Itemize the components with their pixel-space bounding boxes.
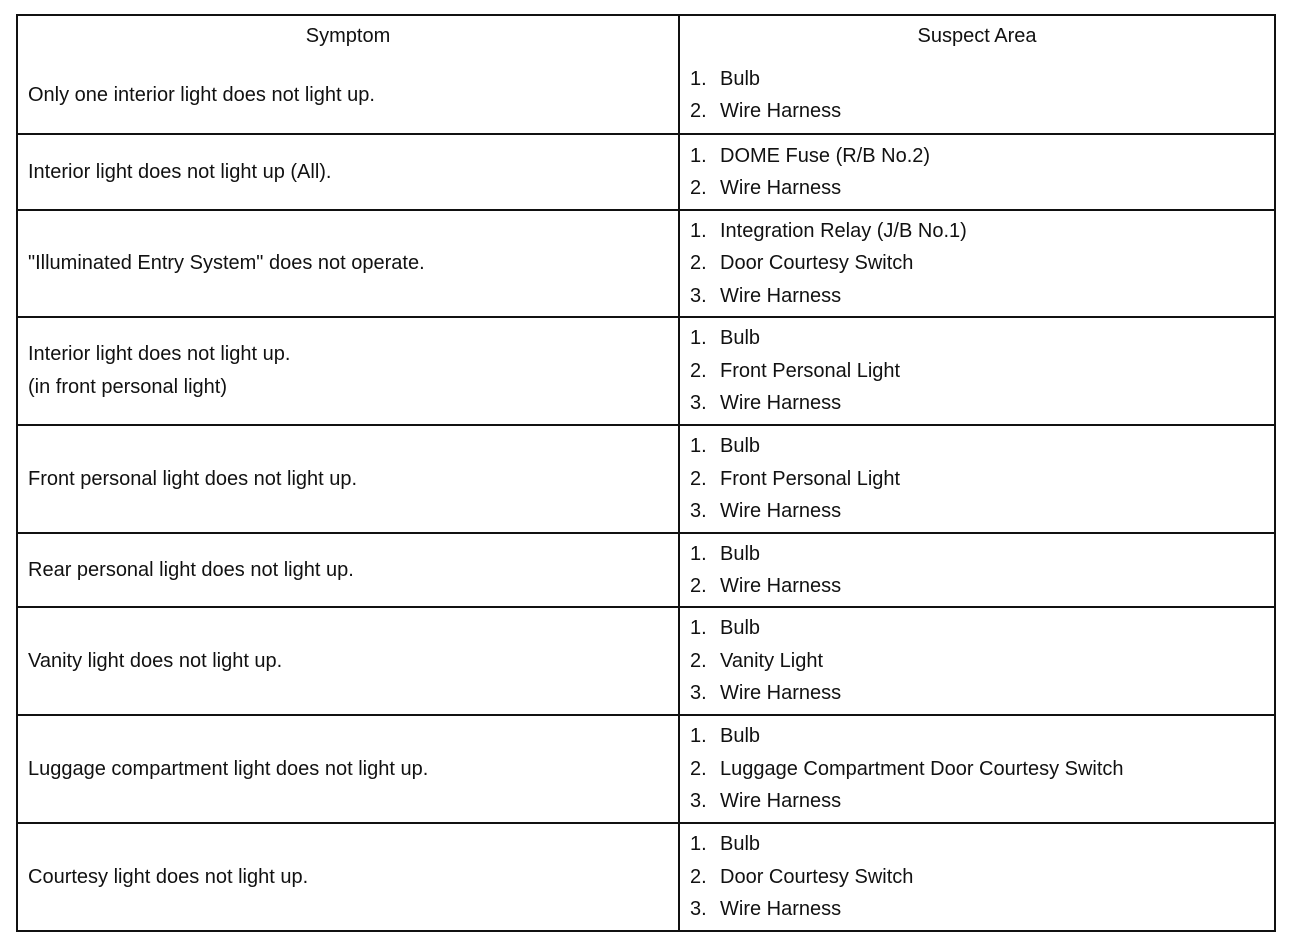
suspect-area-list (690, 612, 841, 710)
suspect-area-item (690, 677, 841, 710)
suspect-item-number: 1. (690, 219, 707, 242)
table-header-row (18, 16, 1274, 57)
symptom-cell (18, 135, 680, 209)
suspect-area-item (690, 828, 913, 861)
suspect-item-text: Vanity Light (720, 649, 824, 672)
suspect-item-text: Wire Harness (720, 790, 842, 813)
suspect-item-number: 3. (690, 790, 707, 813)
suspect-area-item (690, 463, 900, 496)
symptom-text: Interior light does not light up (All). (28, 160, 332, 183)
suspect-item-text: Wire Harness (720, 898, 842, 921)
suspect-area-cell (680, 211, 1274, 316)
table-row (18, 316, 1274, 424)
suspect-area-list (690, 322, 900, 420)
suspect-item-number: 2. (690, 467, 707, 490)
suspect-area-item (690, 140, 930, 173)
suspect-item-number: 1. (690, 542, 707, 565)
suspect-area-item (690, 612, 841, 645)
suspect-item-number: 2. (690, 757, 707, 780)
suspect-item-text: Door Courtesy Switch (720, 865, 914, 888)
suspect-area-item (690, 645, 841, 678)
suspect-area-cell (680, 57, 1274, 133)
suspect-item-text: Bulb (720, 327, 761, 350)
suspect-area-cell (680, 824, 1274, 930)
suspect-area-cell (680, 716, 1274, 822)
suspect-area-item (690, 785, 1124, 818)
suspect-item-number: 1. (690, 327, 707, 350)
suspect-item-text: Bulb (720, 725, 761, 748)
suspect-item-text: Wire Harness (720, 284, 842, 307)
table-row (18, 606, 1274, 714)
suspect-item-number: 2. (690, 865, 707, 888)
troubleshooting-table (16, 14, 1276, 932)
suspect-item-number: 3. (690, 284, 707, 307)
suspect-area-cell (680, 426, 1274, 532)
suspect-item-number: 3. (690, 898, 707, 921)
suspect-item-text: Bulb (720, 542, 761, 565)
suspect-item-number: 2. (690, 177, 707, 199)
suspect-item-number: 1. (690, 617, 707, 640)
symptom-text: Courtesy light does not light up. (28, 865, 309, 888)
table-row (18, 714, 1274, 822)
suspect-item-number: 2. (690, 359, 707, 382)
symptom-cell (18, 608, 680, 714)
suspect-item-number: 1. (690, 435, 707, 458)
symptom-cell (18, 824, 680, 930)
suspect-item-text: Wire Harness (720, 100, 842, 122)
suspect-item-text: Wire Harness (720, 500, 842, 523)
suspect-item-number: 1. (690, 833, 707, 856)
suspect-area-item (690, 172, 930, 205)
suspect-item-text: Door Courtesy Switch (720, 252, 914, 275)
suspect-item-text: Wire Harness (720, 177, 842, 199)
suspect-area-item (690, 538, 841, 571)
suspect-area-list (690, 140, 930, 205)
suspect-item-number: 1. (690, 144, 707, 167)
suspect-area-list (690, 215, 967, 313)
symptom-text: Luggage compartment light does not light up. (28, 757, 429, 780)
suspect-area-item (690, 355, 900, 388)
suspect-item-number: 1. (690, 67, 707, 90)
table-row (18, 424, 1274, 532)
suspect-item-number: 3. (690, 500, 707, 523)
suspect-item-text: Front Personal Light (720, 359, 901, 382)
suspect-item-text: Bulb (720, 617, 761, 640)
symptom-text: Vanity light does not light up. (28, 649, 283, 672)
suspect-area-cell (680, 608, 1274, 714)
symptom-cell (18, 534, 680, 606)
suspect-item-text: Integration Relay (J/B No.1) (720, 219, 967, 242)
symptom-text: Only one interior light does not light up. (28, 83, 375, 106)
table-row (18, 209, 1274, 316)
suspect-area-item (690, 387, 900, 420)
suspect-area-item (690, 570, 841, 603)
suspect-area-item (690, 861, 913, 894)
suspect-item-number: 2. (690, 100, 707, 122)
symptom-text: "Illuminated Entry System" does not operate. (28, 252, 425, 274)
suspect-area-list (690, 63, 841, 128)
table-row (18, 822, 1274, 930)
suspect-item-number: 3. (690, 392, 707, 415)
suspect-area-item (690, 893, 913, 926)
suspect-item-text: Wire Harness (720, 682, 842, 705)
suspect-area-item (690, 247, 967, 280)
suspect-item-text: Bulb (720, 67, 761, 90)
suspect-item-number: 2. (690, 649, 707, 672)
suspect-item-text: DOME Fuse (R/B No.2) (720, 144, 931, 167)
suspect-item-text: Luggage Compartment Door Courtesy Switch (720, 757, 1124, 780)
symptom-cell (18, 318, 680, 424)
table-row (18, 57, 1274, 133)
table-body (18, 57, 1274, 930)
symptom-column-header: Symptom (18, 16, 680, 57)
symptom-cell (18, 57, 680, 133)
suspect-item-text: Bulb (720, 435, 761, 458)
suspect-item-number: 2. (690, 252, 707, 275)
symptom-text: Rear personal light does not light up. (28, 558, 354, 581)
suspect-area-list (690, 828, 913, 926)
suspect-item-number: 1. (690, 725, 707, 748)
suspect-area-item (690, 430, 900, 463)
suspect-area-item (690, 280, 967, 313)
suspect-item-text: Front Personal Light (720, 467, 901, 490)
suspect-area-cell (680, 318, 1274, 424)
suspect-item-text: Wire Harness (720, 392, 842, 415)
suspect-item-text: Wire Harness (720, 575, 842, 597)
suspect-item-number: 2. (690, 575, 707, 597)
symptom-text: Interior light does not light up. (in front personal light) (28, 343, 291, 398)
suspect-area-column-header: Suspect Area (917, 25, 1037, 47)
suspect-area-cell (680, 534, 1274, 606)
suspect-area-list (690, 430, 900, 528)
suspect-area-cell (680, 135, 1274, 209)
suspect-area-item (690, 63, 841, 96)
symptom-cell (18, 716, 680, 822)
suspect-item-number: 3. (690, 682, 707, 705)
suspect-area-item (690, 322, 900, 355)
symptom-cell (18, 211, 680, 316)
suspect-area-item (690, 215, 967, 248)
suspect-area-item (690, 95, 841, 128)
suspect-area-item (690, 720, 1124, 753)
suspect-item-text: Bulb (720, 833, 761, 856)
table-row (18, 133, 1274, 209)
symptom-cell (18, 426, 680, 532)
suspect-area-list (690, 720, 1124, 818)
suspect-area-item (690, 753, 1124, 786)
symptom-text: Front personal light does not light up. (28, 467, 358, 490)
suspect-area-item (690, 495, 900, 528)
suspect-area-list (690, 538, 841, 603)
table-row (18, 532, 1274, 606)
